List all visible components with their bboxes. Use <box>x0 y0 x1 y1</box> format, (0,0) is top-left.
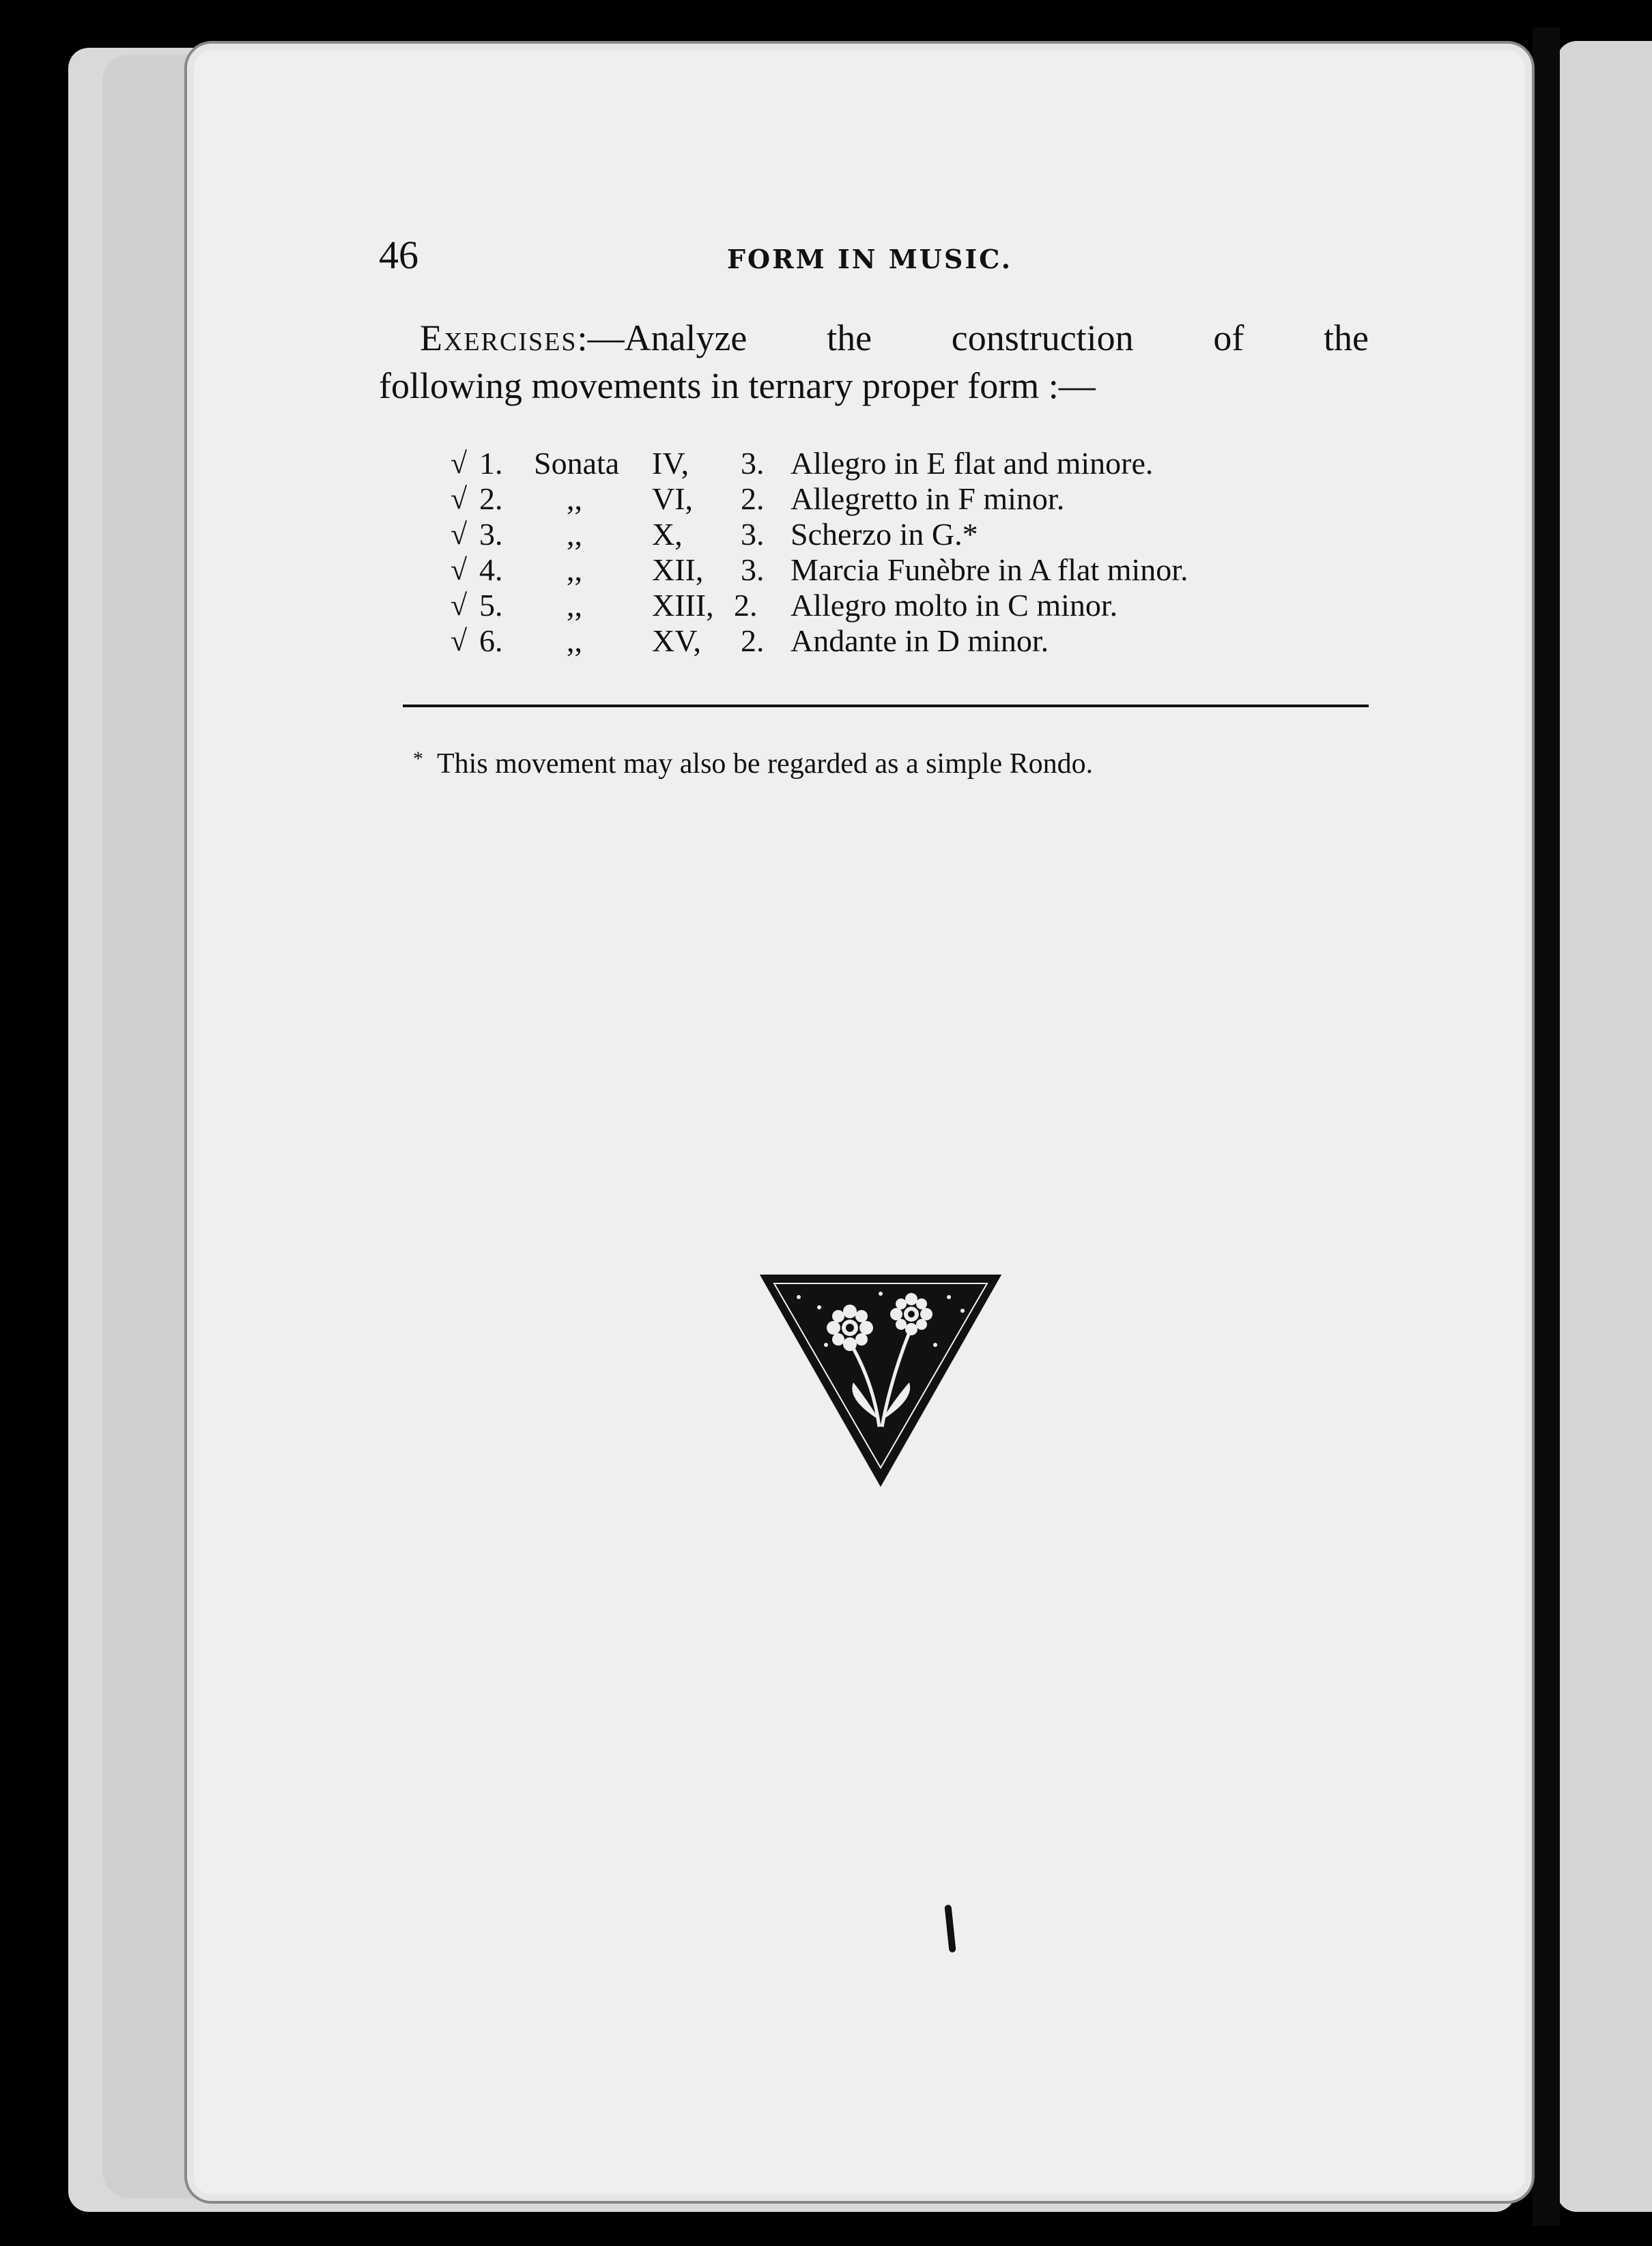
exercise-movement-number: 2. <box>741 623 765 658</box>
exercise-description: Allegro molto in C minor. <box>791 588 1118 623</box>
exercise-movement-number: 2. <box>734 588 758 623</box>
exercise-work: ,, <box>567 588 582 623</box>
exercise-number: 5. <box>479 588 503 623</box>
exercise-movement-number: 3. <box>741 552 765 587</box>
exercise-description: Andante in D minor. <box>791 623 1049 658</box>
intro-line-1-rest: :—Analyze the construction of the <box>577 317 1369 358</box>
checkmark-icon: √ <box>451 482 468 515</box>
checkmark-icon: √ <box>451 553 468 586</box>
exercise-work: ,, <box>567 552 582 587</box>
exercise-work: ,, <box>567 517 582 552</box>
exercise-work: ,, <box>567 481 582 516</box>
exercise-sonata-number: VI, <box>652 481 694 516</box>
checkmark-icon: √ <box>451 446 468 480</box>
exercise-number: 1. <box>479 446 503 481</box>
checkmark-icon: √ <box>451 588 468 622</box>
exercise-movement-number: 3. <box>741 446 765 481</box>
exercise-number: 2. <box>479 481 503 516</box>
book-gutter <box>1533 27 1560 2226</box>
exercise-number: 6. <box>479 623 503 658</box>
footnote-text: This movement may also be regarded as a simple Rondo. <box>437 748 1094 780</box>
exercise-description: Scherzo in G.* <box>791 517 978 552</box>
exercises-heading: Exercises <box>420 317 578 358</box>
exercise-description: Allegretto in F minor. <box>791 481 1065 516</box>
exercise-sonata-number: XV, <box>652 623 702 658</box>
page-number: 46 <box>379 233 418 277</box>
intro-line-1 <box>379 314 1369 362</box>
intro-line-2: following movements in ternary proper form :— <box>379 365 1096 406</box>
exercise-work: Sonata <box>534 446 620 481</box>
exercise-sonata-number: X, <box>652 517 683 552</box>
exercise-description: Allegro in E flat and minore. <box>791 446 1154 481</box>
exercise-movement-number: 2. <box>741 481 765 516</box>
footnote-marker: * <box>413 748 423 770</box>
exercise-number: 3. <box>479 517 503 552</box>
footnote <box>413 748 1093 780</box>
exercise-description: Marcia Funèbre in A flat minor. <box>791 552 1188 587</box>
checkmark-icon: √ <box>451 517 468 551</box>
exercise-sonata-number: IV, <box>652 446 689 481</box>
checkmark-icon: √ <box>451 624 468 657</box>
exercise-sonata-number: XIII, <box>652 588 714 623</box>
running-head: FORM IN MUSIC. <box>727 244 1012 274</box>
exercises-intro <box>379 314 1369 410</box>
exercise-number: 4. <box>479 552 503 587</box>
triangular-floral-tailpiece-icon <box>758 1270 1003 1488</box>
exercise-sonata-number: XII, <box>652 552 704 587</box>
exercise-movement-number: 3. <box>741 517 765 552</box>
facing-page-edge <box>1556 41 1652 2212</box>
exercise-work: ,, <box>567 623 582 658</box>
footnote-rule <box>403 705 1369 707</box>
